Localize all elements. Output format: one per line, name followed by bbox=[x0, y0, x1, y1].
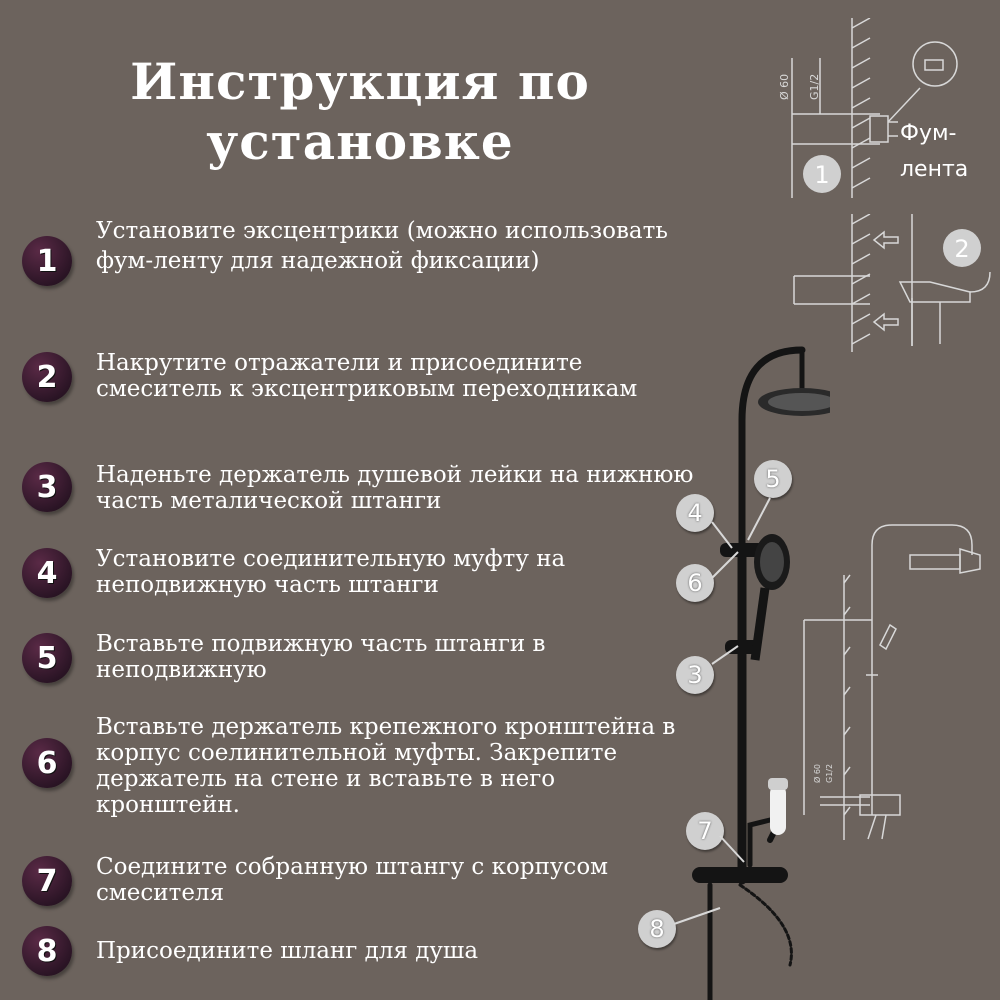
diagram-dim-1: Ø 60 bbox=[778, 73, 791, 100]
step-number: 6 bbox=[36, 745, 58, 781]
dimension-dim-2: G1/2 bbox=[825, 763, 834, 783]
step-number: 7 bbox=[36, 863, 58, 899]
step-text-8: Присоедините шланг для душа bbox=[96, 938, 479, 964]
step-number: 4 bbox=[36, 555, 58, 591]
fum-tape-label-line-2: лента bbox=[900, 157, 969, 182]
step-number: 1 bbox=[36, 243, 58, 279]
fum-tape-label-line-1: Фум- bbox=[900, 121, 957, 146]
callout-number: 5 bbox=[765, 465, 781, 493]
step-text-3: Наденьте держатель душевой лейки на нижнюю часть металической штанги bbox=[96, 462, 694, 514]
callout-number: 6 bbox=[687, 569, 703, 597]
step-text-5: Вставьте подвижную часть штанги в неподвижную bbox=[96, 631, 546, 683]
title-line-1: Инструкция по bbox=[130, 52, 590, 111]
step-text-2: Накрутите отражатели и присоедините смеситель к эксцентриковым переходникам bbox=[96, 350, 638, 402]
step-text-7: Соедините собранную штангу с корпусом смесителя bbox=[96, 854, 609, 906]
step-number: 3 bbox=[36, 469, 58, 505]
diagram-badge-2: 2 bbox=[954, 235, 970, 263]
title-line-2: установке bbox=[206, 112, 514, 171]
callout-number: 7 bbox=[697, 817, 713, 845]
step-number: 2 bbox=[36, 359, 58, 395]
step-text-4: Установите соединительную муфту на неподвижную часть штанги bbox=[96, 546, 566, 598]
callout-number: 3 bbox=[687, 661, 703, 689]
step-number: 8 bbox=[36, 933, 58, 969]
step-text-1: Установите эксцентрики (можно использовать фум-ленту для надежной фиксации) bbox=[96, 218, 668, 274]
step-text-6: Вставьте держатель крепежного кронштейна в корпус соелинительной муфты. Закрепите держатель на стене и вставьте в него кронштейн. bbox=[96, 714, 676, 818]
dimension-dim-1: Ø 60 bbox=[813, 763, 822, 783]
step-number: 5 bbox=[36, 640, 58, 676]
diagram-badge-1: 1 bbox=[814, 161, 830, 189]
callout-number: 8 bbox=[649, 915, 665, 943]
callout-number: 4 bbox=[687, 499, 703, 527]
diagram-dim-2: G1/2 bbox=[808, 73, 821, 100]
shower-dimension-drawing bbox=[800, 515, 1000, 840]
